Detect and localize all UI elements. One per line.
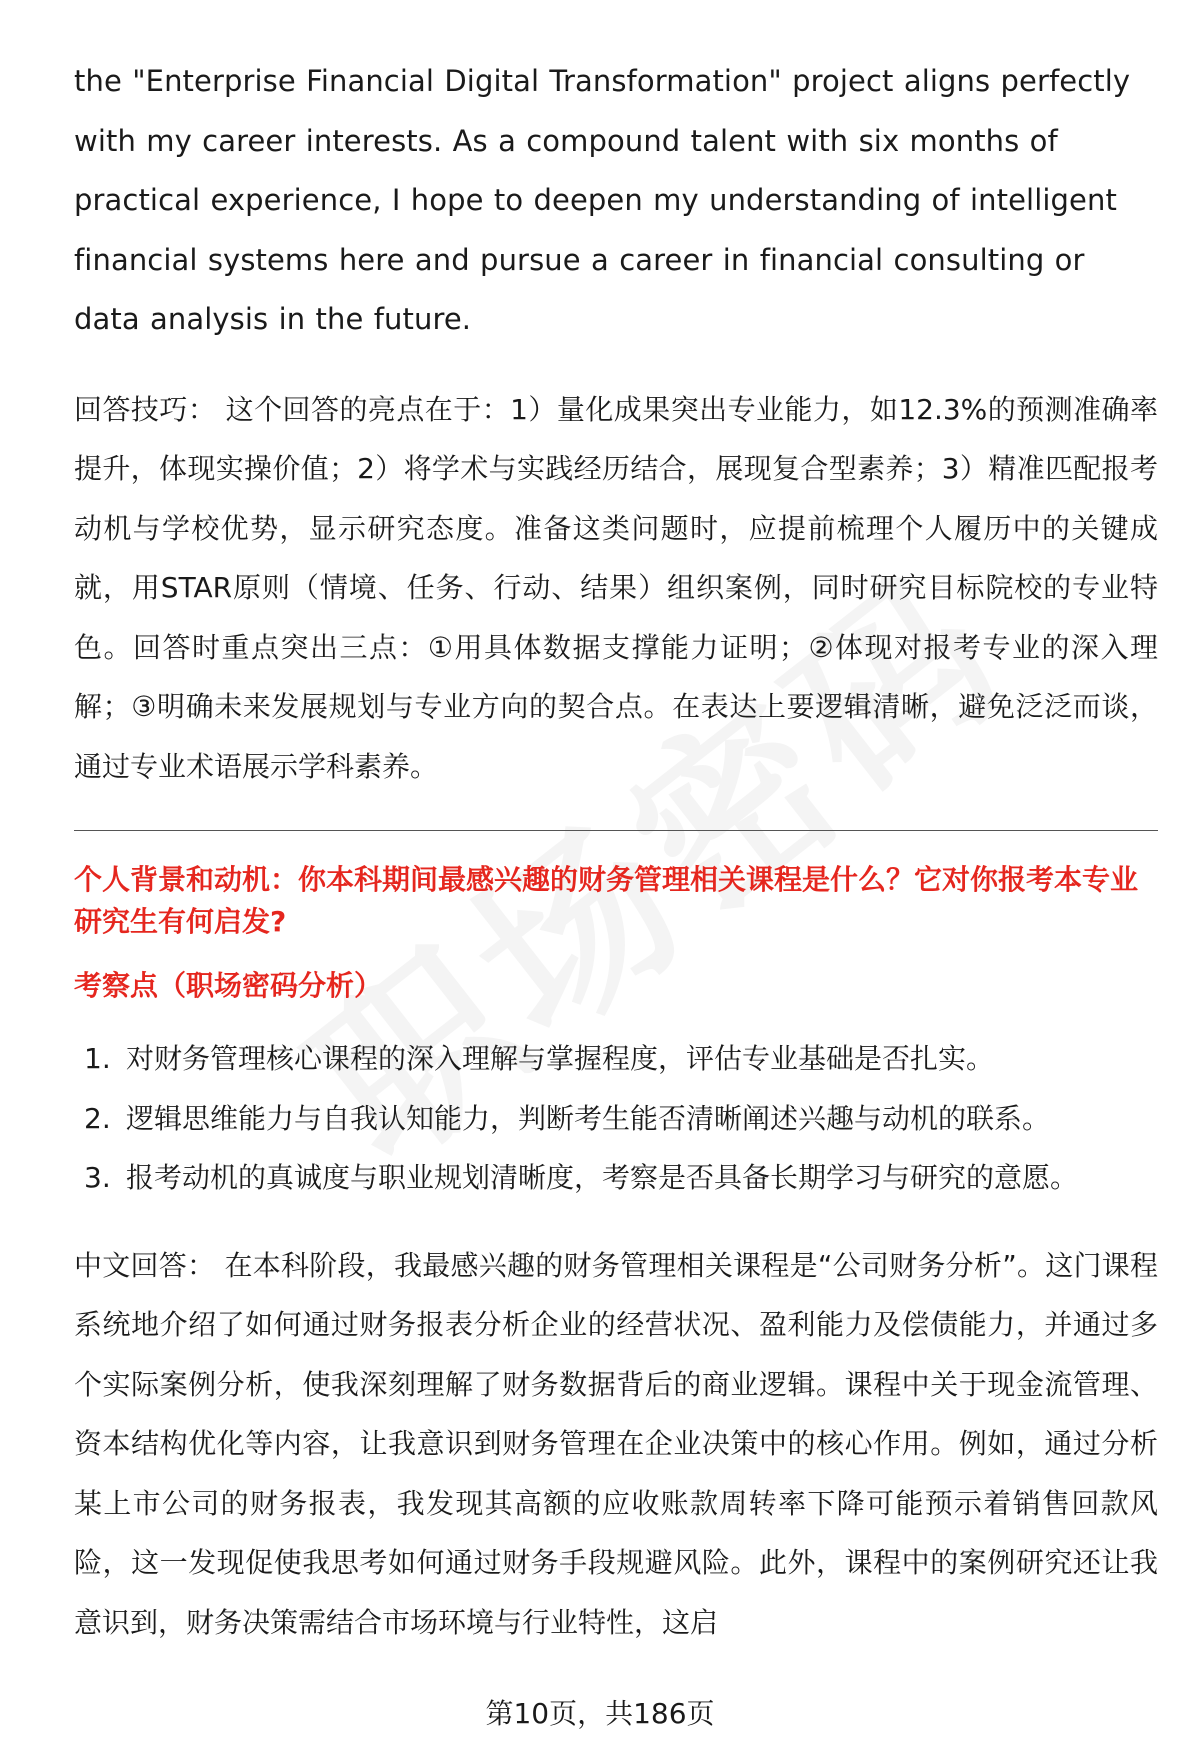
page-number-footer: 第10页，共186页 — [485, 1697, 715, 1730]
page-content — [74, 52, 1158, 1652]
list-item-number: 2. — [84, 1101, 111, 1135]
list-item-number: 3. — [84, 1161, 111, 1194]
chinese-answer-label: 中文回答： — [74, 1248, 216, 1282]
list-item — [74, 1029, 1158, 1089]
answer-tips-text: 这个回答的亮点在于：1）量化成果突出专业能力，如12.3%的预测准确率提升，体现实操价值；2）将学术与实践经历结合，展现复合型素养；3）精准匹配报考动机与学校优势，显示研究态度。准备这类问题时，应提前梳理个人履历中的关键成就，用STAR原则（情境、任务、行动、结果）组织案例，同时研究目标院校的专业特色。回答时重点突出三点：①用具体数据支撑能力证明；②体现对报考专业的深入理解；③明确未来发展规划与专业方向的契合点。在表达上要逻辑清晰，避免泛泛而谈，通过专业术语展示学科素养。 — [74, 392, 1158, 783]
list-item-text: 报考动机的真诚度与职业规划清晰度，考察是否具备长期学习与研究的意愿。 — [126, 1161, 1079, 1194]
chinese-answer-paragraph — [74, 1236, 1158, 1653]
list-item — [74, 1148, 1158, 1208]
intro-english-paragraph: the "Enterprise Financial Digital Transformation" project aligns perfectly with my career interests. As a compound talent with six months of practical experience, I hope to deepen my understanding of intelligent financial systems here and pursue a career in financial consulting or data analysis in the future. — [74, 64, 1131, 336]
chinese-answer-text: 在本科阶段，我最感兴趣的财务管理相关课程是“公司财务分析”。这门课程系统地介绍了如何通过财务报表分析企业的经营状况、盈利能力及偿债能力，并通过多个实际案例分析，使我深刻理解了财务数据背后的商业逻辑。课程中关于现金流管理、资本结构优化等内容，让我意识到财务管理在企业决策中的核心作用。例如，通过分析某上市公司的财务报表，我发现其高额的应收账款周转率下降可能预示着销售回款风险，这一发现促使我思考如何通过财务手段规避风险。此外，课程中的案例研究还让我意识到，财务决策需结合市场环境与行业特性，这启 — [74, 1248, 1158, 1639]
question-heading: 个人背景和动机：你本科期间最感兴趣的财务管理相关课程是什么？它对你报考本专业研究生有何启发? — [74, 863, 1139, 938]
assessment-list — [74, 1029, 1158, 1208]
list-item-text: 对财务管理核心课程的深入理解与掌握程度，评估专业基础是否扎实。 — [126, 1042, 995, 1075]
answer-tips-label: 回答技巧： — [74, 392, 217, 426]
list-item-number: 1. — [84, 1042, 111, 1075]
assessment-heading: 考察点（职场密码分析） — [74, 969, 383, 1002]
list-item-text: 逻辑思维能力与自我认知能力，判断考生能否清晰阐述兴趣与动机的联系。 — [126, 1101, 1051, 1135]
answer-tips-paragraph — [74, 380, 1158, 797]
list-item — [74, 1089, 1158, 1149]
